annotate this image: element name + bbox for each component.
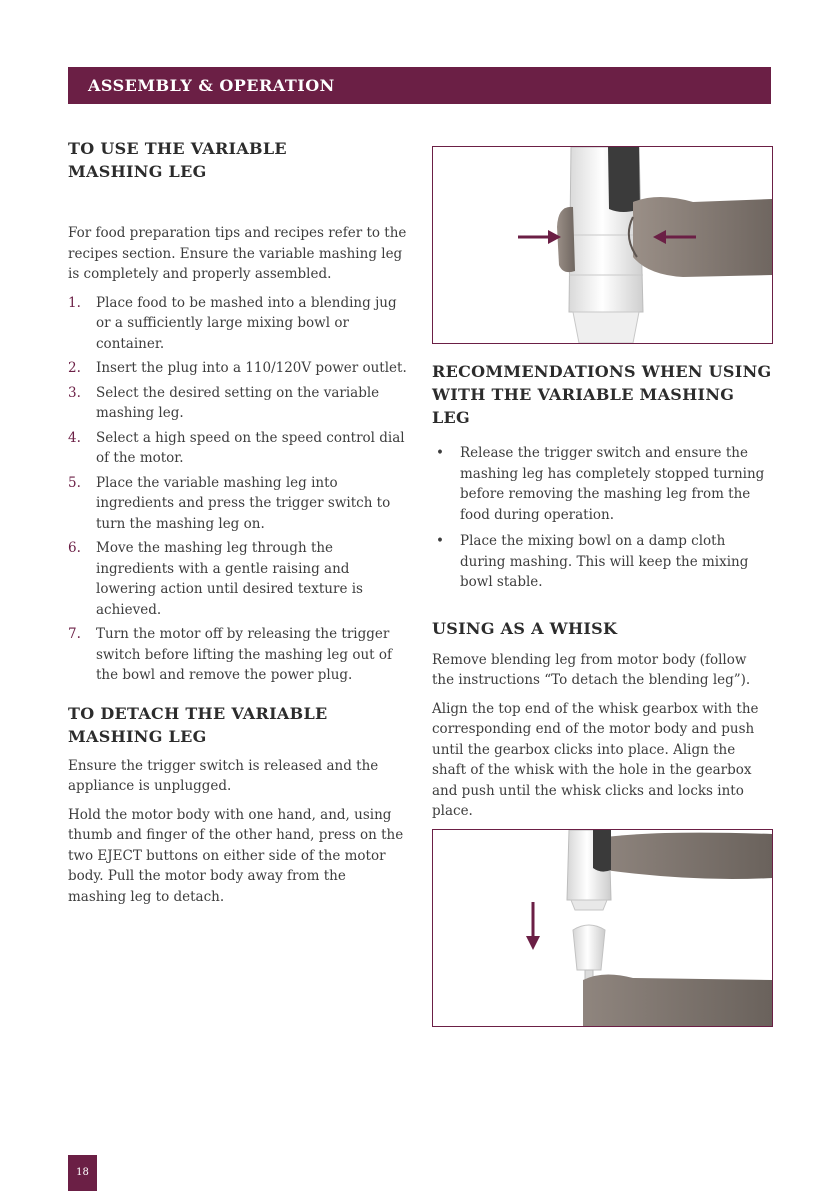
use-heading-line2: MASHING LEG (68, 162, 207, 181)
page-number: 18 (76, 1167, 89, 1178)
left-column (68, 137, 408, 907)
whisk-para-2: Align the top end of the whisk gearbox with the corresponding end of the motor body and push until the gearbox clicks into place. Align the shaft of the whisk with the hole in the gearbox and push until the whisk clicks and locks into place. (432, 700, 759, 819)
detach-heading-line1: TO DETACH THE VARIABLE (68, 703, 328, 723)
list-item (68, 358, 408, 379)
step-number: 2. (68, 360, 81, 376)
step-number: 4. (68, 429, 81, 446)
step-text: Insert the plug into a 110/120V power outlet. (96, 360, 407, 376)
bullet-dot: • (436, 445, 444, 461)
whisk-attach-photo (432, 829, 773, 1027)
step-text: Select a high speed on the speed control dial of the motor. (96, 429, 405, 466)
list-item (68, 293, 408, 355)
detach-heading (68, 702, 408, 748)
step-text: Select the desired setting on the variable mashing leg. (96, 384, 380, 421)
whisk-heading: USING AS A WHISK (432, 618, 618, 638)
recommend-bullets (432, 443, 772, 593)
step-number: 5. (68, 474, 81, 491)
whisk-attach-illustration (433, 830, 772, 1026)
step-text: Move the mashing leg through the ingredients with a gentle raising and lowering action until desired texture is achieved. (96, 540, 363, 618)
list-item (432, 531, 772, 593)
step-number: 1. (68, 294, 81, 311)
bullet-dot: • (436, 533, 444, 549)
list-item (68, 473, 408, 535)
bullet-text: Place the mixing bowl on a damp cloth during mashing. This will keep the mixing bowl stable. (460, 533, 749, 590)
use-intro: For food preparation tips and recipes refer to the recipes section. Ensure the variable mashing leg is completely and properly assembled. (68, 225, 407, 282)
bullet-text: Release the trigger switch and ensure the mashing leg has completely stopped turning before removing the mashing leg from the food during operation. (460, 445, 765, 523)
step-text: Place the variable mashing leg into ingredients and press the trigger switch to turn the mashing leg on. (96, 474, 391, 532)
step-text: Place food to be mashed into a blending jug or a sufficiently large mixing bowl or container. (96, 294, 397, 352)
recommend-heading-line2: WITH THE VARIABLE MASHING LEG (432, 385, 735, 427)
use-heading-line1: TO USE THE VARIABLE (68, 139, 287, 158)
eject-buttons-photo (432, 146, 773, 344)
eject-buttons-illustration (433, 147, 772, 343)
whisk-para-1: Remove blending leg from motor body (follow the instructions “To detach the blending leg”). (432, 651, 751, 688)
arrow-right-icon (518, 230, 561, 244)
section-header-bar (68, 67, 771, 104)
detach-para-1: Ensure the trigger switch is released and the appliance is unplugged. (68, 757, 379, 794)
step-text: Turn the motor off by releasing the trigger switch before lifting the mashing leg out of the bowl and remove the power plug. (96, 626, 392, 683)
list-item (68, 624, 408, 686)
step-number: 6. (68, 540, 81, 556)
detach-para-2: Hold the motor body with one hand, and, using thumb and finger of the other hand, press on the two EJECT buttons on either side of the motor body. Pull the motor body away from the mashing leg to detach. (68, 806, 404, 905)
use-heading (68, 137, 408, 183)
step-number: 3. (68, 384, 81, 401)
recommend-heading (432, 360, 772, 429)
list-item (68, 428, 408, 469)
page-number-box (68, 1155, 97, 1191)
list-item (68, 538, 408, 620)
arrow-down-icon (526, 902, 540, 950)
recommend-heading-line1: RECOMMENDATIONS WHEN USING (432, 362, 772, 381)
section-header-title: ASSEMBLY & OPERATION (88, 76, 335, 95)
right-column (432, 360, 772, 822)
list-item (432, 443, 772, 525)
step-number: 7. (68, 626, 81, 642)
detach-heading-line2: MASHING LEG (68, 726, 207, 746)
list-item (68, 383, 408, 424)
use-steps-list (68, 293, 408, 686)
